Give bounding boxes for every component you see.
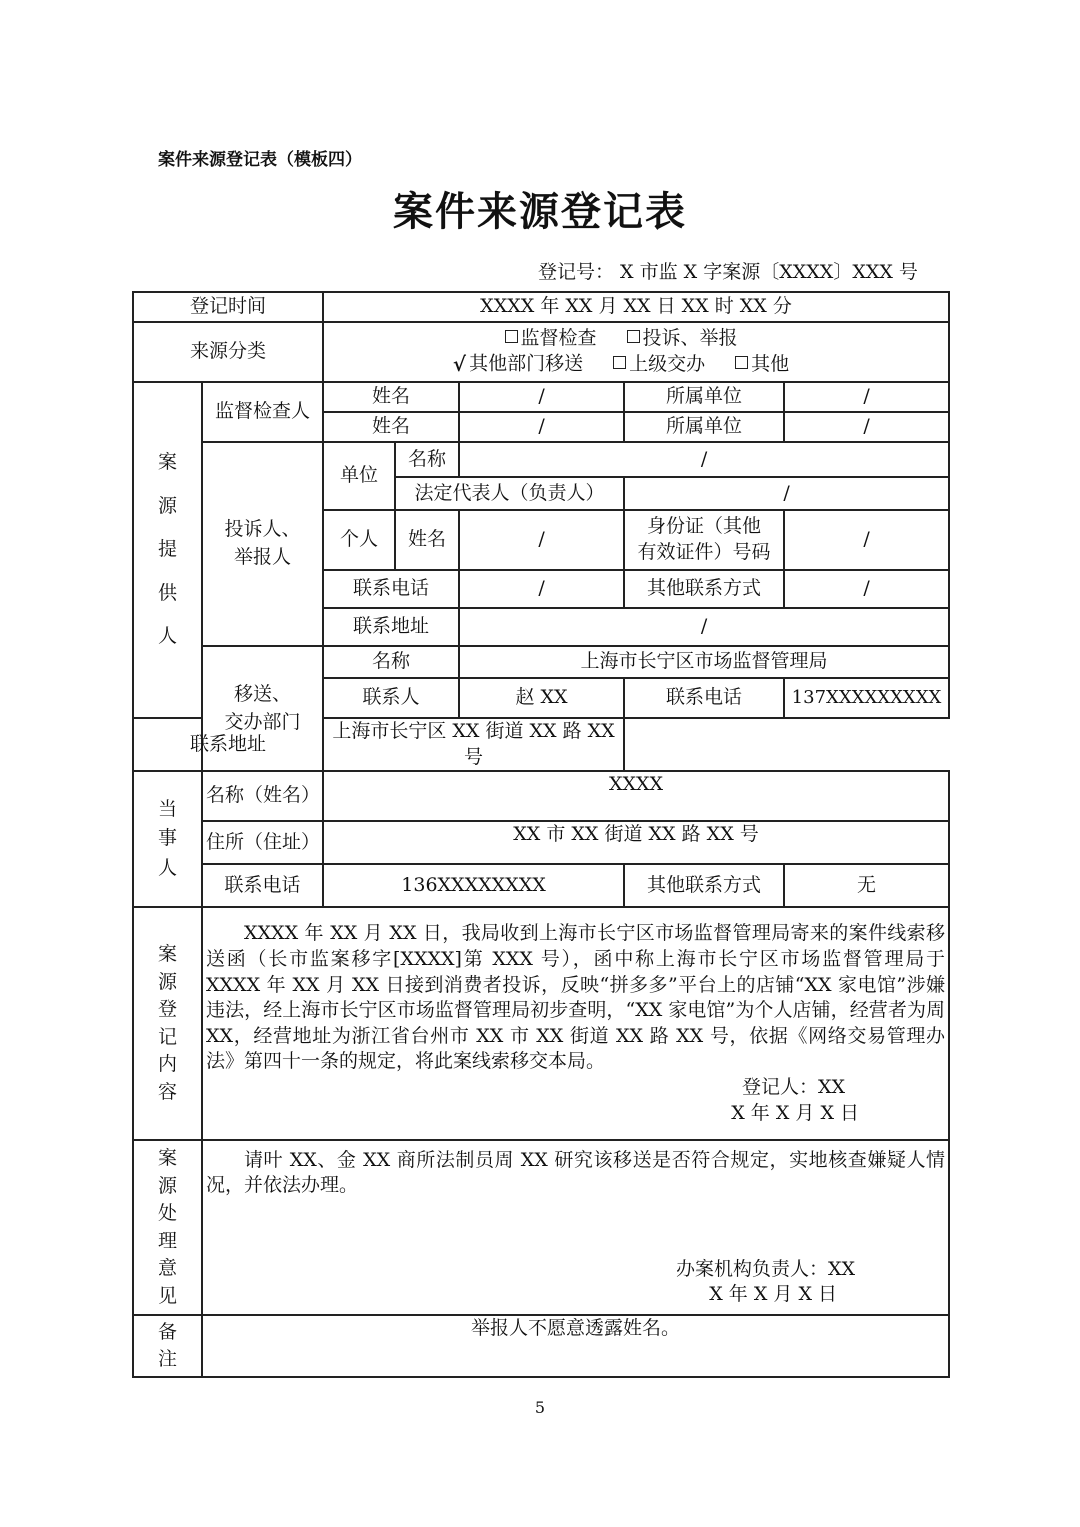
checkmark-icon[interactable]: √ xyxy=(452,352,467,377)
case-source-form xyxy=(132,291,950,1378)
opinion-label-char: 处 xyxy=(157,1202,177,1225)
remarks-value: 举报人不愿意透露姓名。 xyxy=(202,1315,949,1377)
party-other-contact-label: 其他联系方式 xyxy=(624,864,784,907)
id-number-value: / xyxy=(784,510,949,570)
opinion-officer: 办案机构负责人：XX xyxy=(675,1257,856,1280)
provider-label-char: 案 xyxy=(157,450,177,473)
unit-name-label: 名称 xyxy=(395,442,459,477)
transfer-phone-value: 137XXXXXXXXX xyxy=(784,678,949,718)
page-number: 5 xyxy=(534,1398,546,1417)
complainant-unit-label: 单位 xyxy=(323,442,395,510)
opinion-label-char: 理 xyxy=(157,1229,177,1252)
complainant-phone-label: 联系电话 xyxy=(323,570,459,608)
option-label: 上级交办 xyxy=(629,352,706,375)
person-name-value: / xyxy=(459,510,624,570)
reg-time-label: 登记时间 xyxy=(133,292,323,322)
content-date: X 年 X 月 X 日 xyxy=(731,1101,860,1124)
inspector-name-value: / xyxy=(459,412,624,442)
content-body xyxy=(202,907,949,1140)
opinion-label-char: 意 xyxy=(157,1257,177,1280)
content-label-char: 记 xyxy=(157,1025,177,1048)
checkbox-icon[interactable] xyxy=(613,356,626,369)
party-label-char: 当 xyxy=(157,797,177,820)
party-name-label: 名称（姓名） xyxy=(202,771,323,821)
source-category-options xyxy=(323,322,949,382)
legal-rep-value: / xyxy=(624,477,949,510)
provider-label-char: 源 xyxy=(157,494,177,517)
opinion-section-label xyxy=(133,1140,202,1315)
complainant-other-contact-value: / xyxy=(784,570,949,608)
content-label-char: 内 xyxy=(157,1053,177,1076)
complainant-other-contact-label: 其他联系方式 xyxy=(624,570,784,608)
inspector-unit-value: / xyxy=(784,412,949,442)
inspector-name-label: 姓名 xyxy=(323,382,459,412)
provider-section-label xyxy=(133,382,202,718)
transfer-label-line: 移送、 xyxy=(234,683,292,705)
source-category-label: 来源分类 xyxy=(133,322,323,382)
provider-label-char: 供 xyxy=(157,581,177,604)
complainant-address-value: / xyxy=(459,608,949,646)
complainant-phone-value: / xyxy=(459,570,624,608)
page-title: 案件来源登记表 xyxy=(393,188,687,235)
checkbox-icon[interactable] xyxy=(735,356,748,369)
inspector-name-value: / xyxy=(459,382,624,412)
party-label-char: 人 xyxy=(157,857,177,880)
reg-time-value: XXXX 年 XX 月 XX 日 XX 时 XX 分 xyxy=(323,292,949,322)
party-name-value: XXXX xyxy=(323,771,949,821)
registration-number: 登记号： X 市监 X 字案源〔XXXX〕XXX 号 xyxy=(538,261,918,283)
transfer-phone-label: 联系电话 xyxy=(624,678,784,718)
complainant-label-line: 举报人 xyxy=(234,546,292,568)
opinion-text: 请叶 XX、金 XX 商所法制员周 XX 研究该移送是否符合规定，实地核查嫌疑人情况，并依法办理。 xyxy=(206,1148,946,1197)
transfer-name-value: 上海市长宁区市场监督管理局 xyxy=(459,646,949,678)
transfer-contact-value: 赵 XX xyxy=(459,678,624,718)
content-text: XXXX 年 XX 月 XX 日，我局收到上海市长宁区市场监督管理局寄来的案件线索移送函（长市监案移字[XXXX]第 XXX 号），函中称上海市长宁区市场监督管理局于 XXXX 年 XX 月 XX 日接到消费者投诉，反映“拼多多”平台上的店铺“XX 家电馆”涉嫌违法，经上海市长宁区市场监督管理局初步查明，“XX 家电馆”为个人店铺，经营者为周 XX，经营地址为浙江省台州市 XX 市 XX 街道 XX 路 XX 号，依据《网络交易管理办法》第四十一条的规定，将此案线索移交本局。 xyxy=(206,922,946,1073)
option-label: 其他部门移送 xyxy=(469,352,584,375)
remarks-label-char: 备 xyxy=(157,1320,177,1343)
option-superior-assigned[interactable] xyxy=(613,352,705,378)
id-label-line: 有效证件）号码 xyxy=(637,541,771,563)
party-section-label xyxy=(133,771,202,907)
inspector-unit-value: / xyxy=(784,382,949,412)
option-label: 投诉、举报 xyxy=(642,326,738,349)
content-label-char: 源 xyxy=(157,970,177,993)
unit-name-value: / xyxy=(459,442,949,477)
content-label-char: 案 xyxy=(157,942,177,965)
party-label-char: 事 xyxy=(157,827,177,850)
id-label-line: 身份证（其他 xyxy=(647,515,762,538)
inspector-unit-label: 所属单位 xyxy=(624,382,784,412)
party-address-value: XX 市 XX 街道 XX 路 XX 号 xyxy=(323,821,949,864)
party-other-contact-value: 无 xyxy=(784,864,949,907)
party-phone-value: 136XXXXXXXX xyxy=(323,864,624,907)
checkbox-icon[interactable] xyxy=(627,330,640,343)
checkbox-icon[interactable] xyxy=(505,330,518,343)
transfer-address-value: 上海市长宁区 XX 街道 XX 路 XX 号 xyxy=(323,718,624,771)
person-name-label: 姓名 xyxy=(395,510,459,570)
inspector-name-label: 姓名 xyxy=(323,412,459,442)
option-complaint-report[interactable] xyxy=(627,326,738,352)
option-other[interactable] xyxy=(735,352,789,378)
transfer-contact-label: 联系人 xyxy=(323,678,459,718)
complainant-address-label: 联系地址 xyxy=(323,608,459,646)
option-label: 其他 xyxy=(751,352,790,375)
content-label-char: 登 xyxy=(157,998,177,1021)
content-label-char: 容 xyxy=(157,1081,177,1104)
complainant-label-line: 投诉人、 xyxy=(224,518,301,541)
opinion-date: X 年 X 月 X 日 xyxy=(709,1283,838,1306)
template-label: 案件来源登记表（模板四） xyxy=(158,150,362,170)
option-label: 监督检查 xyxy=(520,326,597,349)
provider-label-char: 提 xyxy=(157,538,177,561)
complainant-label xyxy=(202,442,323,646)
id-number-label xyxy=(624,510,784,570)
remarks-section-label xyxy=(133,1315,202,1377)
inspector-label: 监督检查人 xyxy=(202,382,323,442)
party-phone-label: 联系电话 xyxy=(202,864,323,907)
option-supervision-inspection[interactable] xyxy=(505,326,597,352)
complainant-person-label: 个人 xyxy=(323,510,395,570)
transfer-label-line: 交办部门 xyxy=(224,710,301,733)
content-registrar: 登记人：XX xyxy=(741,1076,846,1099)
opinion-label-char: 见 xyxy=(157,1285,177,1308)
inspector-unit-label: 所属单位 xyxy=(624,412,784,442)
option-other-dept-transfer[interactable] xyxy=(453,351,583,378)
content-section-label xyxy=(133,907,202,1140)
opinion-body xyxy=(202,1140,949,1315)
remarks-label-char: 注 xyxy=(157,1348,177,1371)
opinion-label-char: 源 xyxy=(157,1174,177,1197)
transfer-name-label: 名称 xyxy=(323,646,459,678)
party-address-label: 住所（住址） xyxy=(202,821,323,864)
opinion-label-char: 案 xyxy=(157,1146,177,1169)
legal-rep-label: 法定代表人（负责人） xyxy=(395,477,624,510)
transfer-address-label: 联系地址 xyxy=(133,718,323,771)
provider-label-char: 人 xyxy=(157,625,177,648)
